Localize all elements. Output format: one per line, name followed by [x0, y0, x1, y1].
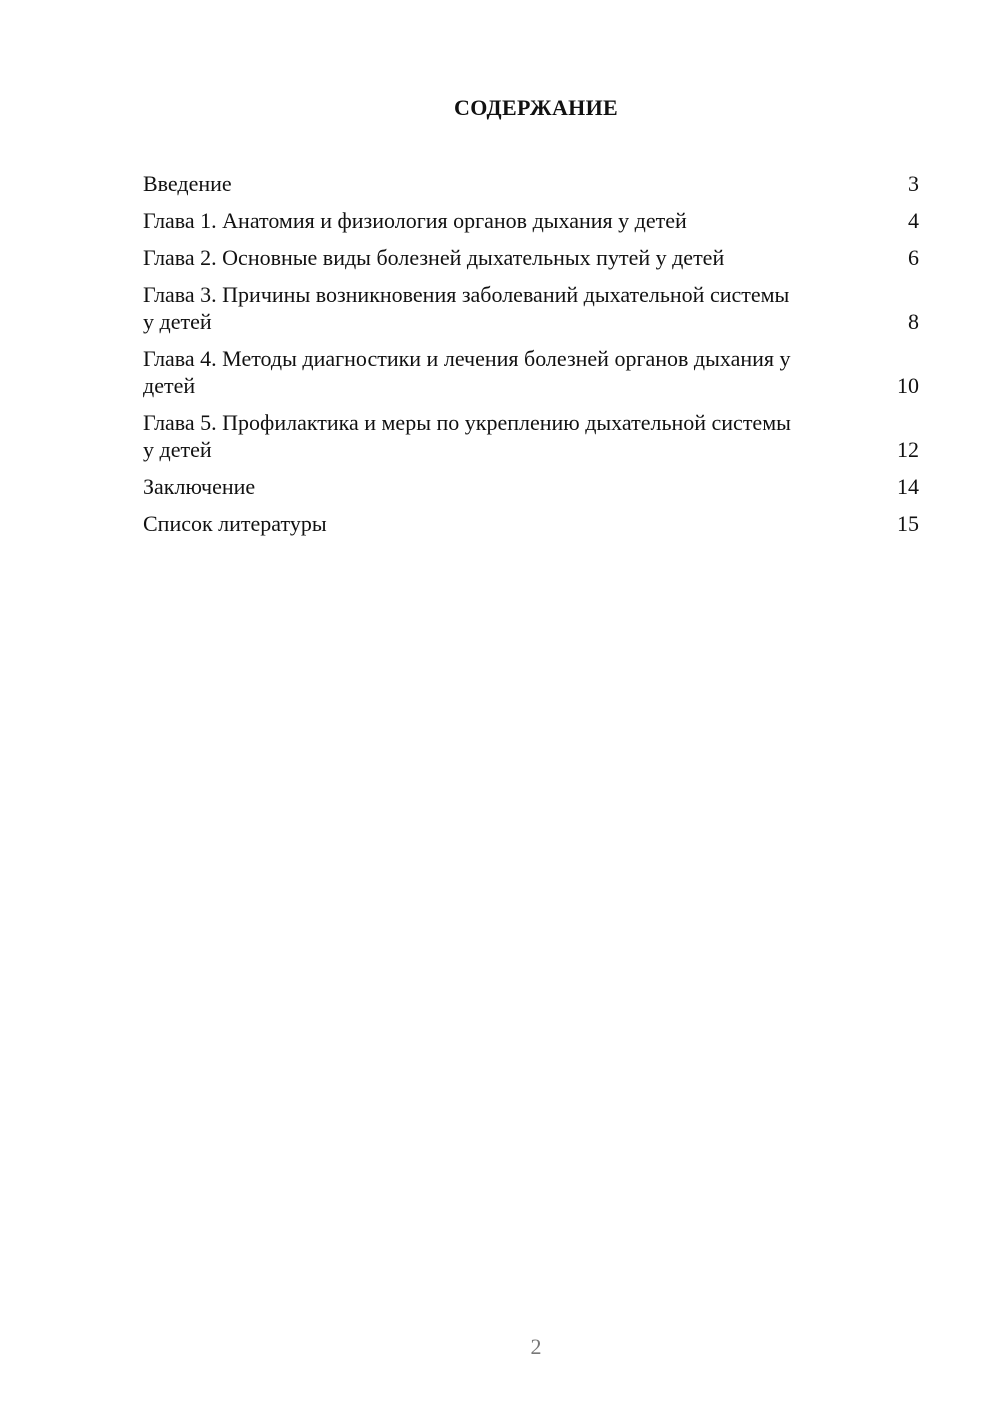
toc-entry-page: 10: [897, 373, 919, 398]
toc-entry-page: 6: [908, 245, 919, 270]
toc-entry-text: Глава 3. Причины возникновения заболеваний дыхательной системы у детей: [143, 282, 790, 334]
toc-entry-text: Глава 4. Методы диагностики и лечения болезней органов дыхания у детей: [143, 346, 791, 398]
toc-entry-text: Введение: [143, 171, 232, 196]
toc-entry-page: 8: [908, 309, 919, 334]
toc-entry-text: Список литературы: [143, 511, 327, 536]
toc-entry-chapter-4[interactable]: [143, 345, 919, 399]
toc-entry-chapter-1[interactable]: [143, 207, 919, 234]
toc-entry-page: 14: [897, 474, 919, 499]
toc-entry-chapter-3[interactable]: [143, 281, 919, 335]
toc-entry-conclusion[interactable]: [143, 473, 919, 500]
toc-entry-chapter-2[interactable]: [143, 244, 919, 271]
toc-entry-text: Глава 5. Профилактика и меры по укреплению дыхательной системы у детей: [143, 410, 791, 462]
page-number: 2: [530, 1334, 542, 1359]
table-of-contents: [143, 170, 919, 547]
toc-entry-chapter-5[interactable]: [143, 409, 919, 463]
page-title: СОДЕРЖАНИЕ: [454, 95, 618, 120]
toc-entry-page: 12: [897, 437, 919, 462]
toc-entry-page: 4: [908, 208, 919, 233]
toc-entry-introduction[interactable]: [143, 170, 919, 197]
toc-entry-page: 3: [908, 171, 919, 196]
toc-entry-text: Глава 1. Анатомия и физиология органов дыхания у детей: [143, 208, 687, 233]
toc-entry-page: 15: [897, 511, 919, 536]
toc-entry-text: Глава 2. Основные виды болезней дыхательных путей у детей: [143, 245, 725, 270]
toc-entry-text: Заключение: [143, 474, 256, 499]
toc-entry-references[interactable]: [143, 510, 919, 537]
